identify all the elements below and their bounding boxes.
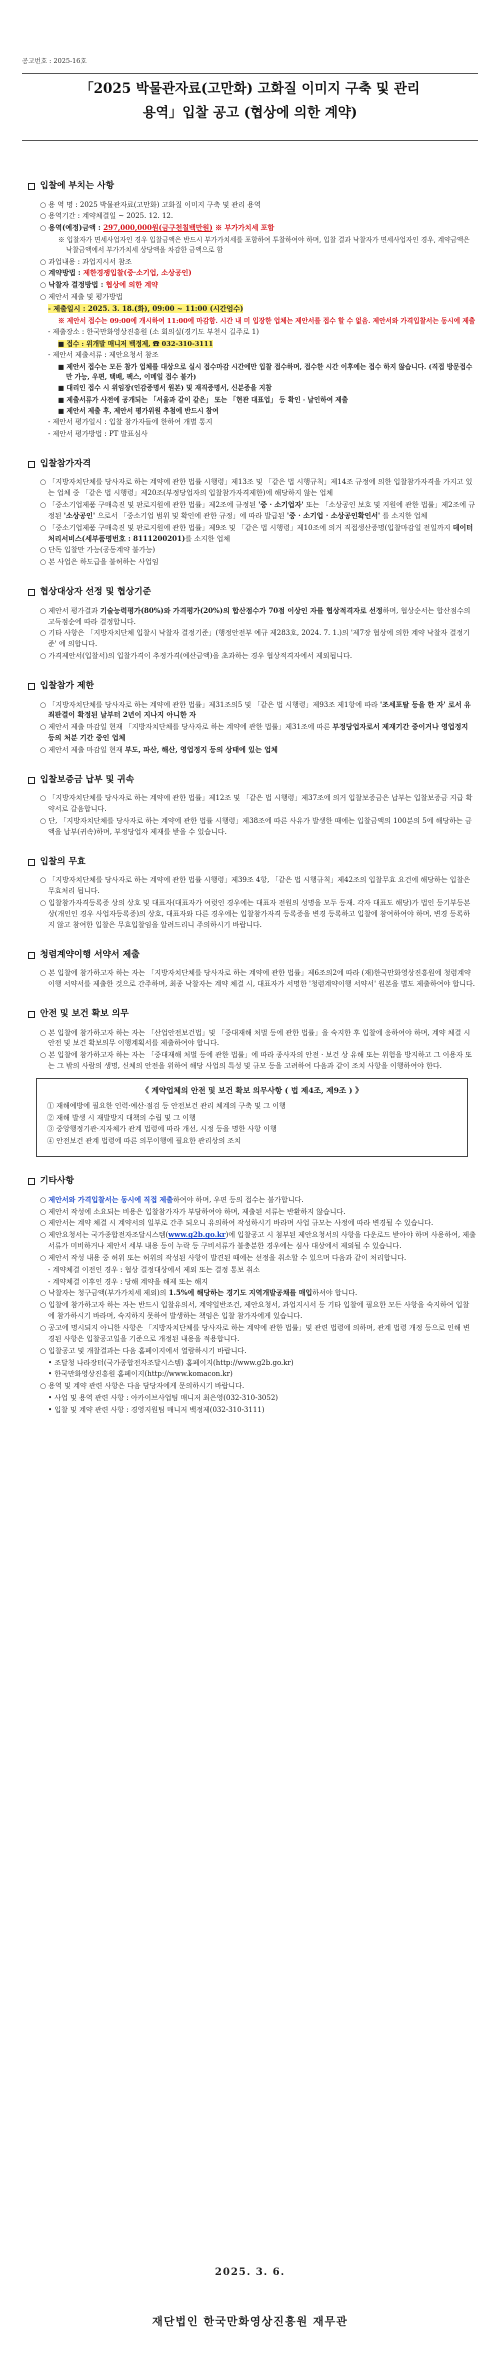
list-item: ○ 「지방자치단체를 당사자로 하는 계약에 관한 법률」제12조 및 「같은 법 시행령」제37조에 의거 입찰보증금은 납부는 입찰보증금 지급 확약서로 갈음합니다. xyxy=(40,794,473,814)
checkbox-square-icon xyxy=(28,683,35,690)
section-deposit xyxy=(28,774,476,838)
list-item: ○ 「지방자치단체를 당사자로 하는 계약에 관한 법률 시행령」제39조 4항, 「같은 법 시행규칙」제42조의 입찰무효 요건에 해당하는 입찰은 무효처리 됩니다. xyxy=(40,876,471,896)
sub-item: - 계약체결 이후인 경우 : 당해 계약을 해제 또는 해지 xyxy=(48,1277,208,1286)
section-heading: 입찰보증금 납부 및 귀속 xyxy=(28,774,476,788)
sub-item: - 제출장소 : 한국만화영상진흥원 (소 회의실(경기도 부천시 길주로 1) xyxy=(48,328,259,337)
list-item: ○ 제안서 평가결과 기술능력평가(80%)와 가격평가(20%)의 합산점수가 70점 이상인 자를 협상적격자로 선정하며, 협상순서는 합산점수의 고득점순에 따라 결정합니다. xyxy=(40,605,471,626)
note: ■ 제출서류가 사전에 공개되는 「서울과 같이 같은」 또는 「현관 대표업」 등 확인 · 날인하여 제출 xyxy=(58,395,348,404)
list-item: ○ 가격제안서(입찰서)의 입찰가격이 추정가격(예산금액)을 초과하는 경우 협상적격자에서 제외됩니다. xyxy=(40,652,353,661)
list-item: ○ 제안서 제출 마감일 현재 부도, 파산, 해산, 영업정지 등의 상태에 있는 업체 xyxy=(40,744,278,754)
section-safety xyxy=(28,1008,476,1157)
section-heading: 청렴계약이행 서약서 제출 xyxy=(28,949,476,963)
list-item: ○ 「중소기업제품 구매촉진 및 판로지원에 관한 법률」제2조에 규정된 '중 · 소기업자' 또는 「소상공인 보호 및 지원에 관한 법률」제2조에 규정된 '소상공인' 으로서 「중소기업 범위 및 확인에 관한 규정」에 따라 발급된 '중 · 소기업 · 소상공인확인서' 를 소지한 업체 xyxy=(40,500,476,520)
note: ■ 제안서 제출 후, 제안서 평가위원 추첨에 반드시 참여 xyxy=(58,406,219,415)
section-qualification xyxy=(28,458,476,568)
sub-item: - 제안서 제출서류 : 제안요청서 참조 xyxy=(48,351,159,360)
section-negotiation xyxy=(28,586,476,662)
list-item: ○ 제안서 제출 마감일 현재 「지방자치단체를 당사자로 하는 계약에 관한 법률」제31조에 따른 부정당업자로서 제재기간 중이거나 영업정지 등의 처분 기간 중인 업체 xyxy=(40,722,469,743)
list-item: ○ 단, 「지방자치단체를 당사자로 하는 계약에 관한 법률 시행령」제38조에 따른 사유가 발생한 때에는 입찰금액의 100분의 5에 해당하는 금액을 납부(귀속)하며, 부정당업자 제재를 받을 수 있습니다. xyxy=(40,817,472,836)
box-title: 《 계약업체의 안전 및 보건 확보 의무사항 ( 법 제4조, 제9조 ) 》 xyxy=(141,1085,363,1095)
section-heading: 입찰참가 제한 xyxy=(28,680,476,694)
list-item: ○ 「지방자치단체를 당사자로 하는 계약에 관한 법률」제31조의5 및 「같은 법 시행령」제93조 제1항에 따라 '조세포탈 등을 한 자' 로서 유죄판결이 확정된 날부터 2년이 지나지 아니한 자 xyxy=(40,699,471,720)
checkbox-square-icon xyxy=(28,777,35,784)
sub-item: - 제안서 평가일시 : 입찰 참가자들에 한하여 개별 통지 xyxy=(48,418,213,427)
list-item: ○ 본 입찰에 참가하고자 하는 자는 「지방자치단체를 당사자로 하는 계약에 관한 법률」제6조의2에 따라 (재)한국만화영상진흥원에 청렴계약이행 서약서를 제출한 것으로 간주하며, 최종 낙찰자는 계약 체결 시, 대표자가 서명한 '청렴계약이행 서약서' 원본을 별도 제출하여야 합니다. xyxy=(40,969,476,989)
box-item: ④ 안전보건 관계 법령에 따른 의무이행에 필요한 관리상의 조치 xyxy=(47,1137,241,1146)
list-item: ○ 「지방자치단체를 당사자로 하는 계약에 관한 법률 시행령」제13조 및 「같은 법 시행규칙」제14조 규정에 의한 입찰참가자격을 가지고 있는 업체 중 「같은 법 시행령」제20조(부정당업자의 입찰참가자격제한)에 해당하지 않는 업체 xyxy=(40,478,473,498)
checkbox-square-icon xyxy=(28,859,35,866)
issuing-organization: 재단법인 한국만화영상진흥원 재무관 xyxy=(152,2315,348,2328)
list-item: ○ 본 사업은 하도급을 불허하는 사업임 xyxy=(40,558,159,567)
list-item: ○ 제안서 제출 및 평가방법 xyxy=(40,293,123,302)
list-item: ○ 입찰참가자격등록증 상의 상호 및 대표자(대표자가 여럿인 경우에는 대표자 전원의 성명을 모두 등재. 각자 대표도 해당)가 법인 등기부등본 상(개인인 경우 사업자등록증)의 상호, 대표자와 다른 경우에는 입찰참가자격 등록증을 변경 등록하고 입찰에 참여하여야 하며, 변경 등록하지 않고 참여한 입찰은 무효입찰임을 알려드리니 주의하시기 바랍니다. xyxy=(40,899,471,929)
notice-number: 공고번호 : 2025-16호 xyxy=(22,57,87,65)
checkbox-square-icon xyxy=(28,461,35,468)
list-item: ○ 제안서는 계약 체결 시 계약서의 일부로 간주 되오니 유의하여 작성하시기 바라며 사업 규모는 사정에 따라 변경될 수 있습니다. xyxy=(40,1219,434,1228)
sub-item: - 제안서 평가방법 : PT 발표심사 xyxy=(48,429,148,438)
list-item: ○ 용 역 명 : 2025 박물관자료(고만화) 고화질 이미지 구축 및 관리 용역 xyxy=(40,200,261,209)
notice-content xyxy=(28,180,476,1434)
safety-obligation-box xyxy=(36,1078,468,1157)
list-item: ○ 단독 입찰만 가능(공동계약 불가능) xyxy=(40,546,156,555)
note: ■ 대리인 접수 시 위임장(인감증명서 원본) 및 재직증명서, 신분증을 지참 xyxy=(58,384,272,393)
note: ※ 입찰자가 면세사업자인 경우 입찰금액은 반드시 부가가치세를 포함하여 투찰하여야 하며, 입찰 결과 낙찰자가 면세사업자인 경우, 계약금액은 낙찰금액에서 부가가치세 상당액을 차감한 금액으로 함 xyxy=(58,236,470,255)
note: ■ 제안서 접수는 모든 참가 업체를 대상으로 실시 접수마감 시간에만 입찰 접수하며, 접수한 시간 이후에는 접수 하지 않습니다. (직접 방문접수만 가능, 우편, 택배, 팩스, 이메일 접수 불가) xyxy=(58,362,473,382)
box-item: ① 재해예방에 필요한 인력·예산·점검 등 안전보건 관리 체계의 구축 및 그 이행 xyxy=(47,1101,286,1110)
list-item: ○ 기타 사항은 「지방자치단체 입찰시 낙찰자 결정기준」(행정안전부 예규 제283호, 2024. 7. 1.)의 '제7장 협상에 의한 계약 낙찰자 결정기준' 에 의합니다. xyxy=(40,629,470,649)
note: ※ 제안서 접수는 09:00에 개시하여 11:00에 마감함. 시간 내 미 입장한 업체는 제안서를 접수 할 수 없음. 제안서와 가격입찰서는 동시에 제출 xyxy=(58,316,476,325)
checkbox-square-icon xyxy=(28,589,35,596)
note: ■ 접수 : 위개발 매니저 백정제, ☎ 032-310-3111 xyxy=(58,339,214,348)
list-item: ○ 공고에 명시되지 아니한 사항은 「지방자치단체를 당사자로 하는 계약에 관한 법률」및 관련 법령에 의하며, 관계 법령 개정 등으로 인해 변경된 사항은 입찰공고일을 기준으로 개정된 내용을 적용합니다. xyxy=(40,1323,470,1343)
list-item: ○ 「중소기업제품 구매촉진 및 판로지원에 관한 법률」제9조 및 「같은 법 시행령」제10조에 의거 직접생산증명(입찰마감일 전일까지 데이터처리서비스(세부품명번호 : 8111200201)를 소지한 업체 xyxy=(40,522,473,543)
box-item: ② 재해 발생 시 재발방지 대책의 수립 및 그 이행 xyxy=(47,1113,196,1122)
checkbox-square-icon xyxy=(28,952,35,959)
list-item: ○ 본 입찰에 참가하고자 하는 자는 「중대재해 처벌 등에 관한 법률」에 따라 종사자의 안전 · 보건 상 유해 또는 위험을 방지하고 그 이용자 또는 그 밖의 사람의 생명, 신체의 안전을 위하여 해당 사업의 특성 및 규모 등을 고려하여 다음과 같이 조치 사항을 이행하여야 한다. xyxy=(40,1051,472,1071)
section-bidding-items xyxy=(28,180,476,440)
g2b-link[interactable]: www.g2b.go.kr xyxy=(168,1230,226,1240)
section-heading: 기타사항 xyxy=(28,1175,476,1189)
checkbox-square-icon xyxy=(28,183,35,190)
title-line-2: 용역」입찰 공고 (협상에 의한 계약) xyxy=(142,104,358,121)
list-item: ○ 계약방법 : 제한경쟁입찰(중·소기업, 소상공인) xyxy=(40,268,192,278)
list-item: ○ 입찰에 참가하고자 하는 자는 반드시 입찰유의서, 계약일반조건, 제안요청서, 과업지시서 등 기타 입찰에 필요한 모든 사항을 숙지하여 입찰에 참가하시기 바라며, 숙지하지 못하여 발생하는 책임은 입찰 참가자에게 있습니다. xyxy=(40,1301,470,1321)
section-restriction xyxy=(28,680,476,756)
komacon-homepage-link[interactable]: • 한국만화영상진흥원 홈페이지(http://www.komacon.kr) xyxy=(48,1370,233,1379)
section-invalid-bid xyxy=(28,856,476,931)
list-item: ○ 제안서 작성에 소요되는 비용은 입찰참가자가 부담하여야 하며, 제출된 서류는 반환하지 않습니다. xyxy=(40,1207,346,1216)
title-top-rule xyxy=(22,73,478,74)
section-heading: 안전 및 보건 확보 의무 xyxy=(28,1008,476,1022)
title-bottom-rule xyxy=(22,140,478,141)
list-item: ○ 과업내용 : 과업지시서 참조 xyxy=(40,257,132,266)
list-item: ○ 낙찰자는 청구금액(부가가치세 제외)의 1.5%에 해당하는 경기도 지역개발공채를 매입하셔야 합니다. xyxy=(40,1288,358,1298)
section-heading: 입찰에 부치는 사항 xyxy=(28,180,476,194)
list-item: ○ 제안요청서는 국가종합전자조달시스템(www.g2b.go.kr)에 입찰공고 시 첨부된 제안요청서의 사항을 다운로드 받아야 하며 사용하여, 제출서류가 미비하거나 제안서 세부 내용 등이 누락 등 구비서류가 불충분한 경우에는 심사 대상에서 제외될 수 있습니다. xyxy=(40,1230,476,1251)
section-heading: 입찰참가자격 xyxy=(28,458,476,472)
box-item: ③ 중앙행정기관·지자체가 관계 법령에 따라 개선, 시정 등을 명한 사항 이행 xyxy=(47,1125,277,1134)
sub-item: - 제출일시 : 2025. 3. 18.(화), 09:00 ~ 11:00 (시간엄수) xyxy=(48,303,244,313)
g2b-homepage-link[interactable]: • 조달청 나라장터(국가종합전자조달시스템) 홈페이지(http://www.g2b.go.kr) xyxy=(48,1358,294,1367)
page-title xyxy=(40,78,460,125)
section-heading: 입찰의 무효 xyxy=(28,856,476,870)
list-item: ○ 본 입찰에 참가하고자 하는 자는 「산업안전보건법」및 「중대재해 처벌 등에 관한 법률」을 숙지한 후 입찰에 응하여야 하며, 계약 체결 시 안전 및 보건 확보의무 이행계획서를 제출하여야 합니다. xyxy=(40,1028,471,1048)
sub-item: • 입찰 및 계약 관련 사항 : 경영지원팀 매니저 백정제(032-310-3111) xyxy=(48,1405,265,1414)
list-item: ○ 제안서 작성 내용 중 허위 또는 허위의 작성된 사항이 발견된 때에는 선정을 취소할 수 있으며 다음과 같이 처리합니다. xyxy=(40,1253,407,1262)
list-item: ○ 용역(예정)금액 : 297,000,000원(금구천칠백만원) ※ 부가가치세 포함 xyxy=(40,223,275,233)
list-item: ○ 낙찰자 결정방법 : 협상에 의한 계약 xyxy=(40,280,158,290)
list-item: ○ 용역 및 계약 관련 사항은 다음 담당자에게 문의하시기 바랍니다. xyxy=(40,1382,245,1391)
sub-item: - 계약체결 이전인 경우 : 협상 결정대상에서 제외 또는 결정 통보 취소 xyxy=(48,1265,260,1274)
list-item: ○ 용역기간 : 계약체결일 ~ 2025. 12. 12. xyxy=(40,212,174,221)
section-heading: 협상대상자 선정 및 협상기준 xyxy=(28,586,476,600)
sub-item: • 사업 및 용역 관련 사항 : 아카이브사업팀 매니저 최은영(032-310-3052) xyxy=(48,1394,279,1403)
section-other xyxy=(28,1175,476,1416)
title-line-1: 「2025 박물관자료(고만화) 고화질 이미지 구축 및 관리 xyxy=(80,81,420,97)
list-item: ○ 입찰공고 및 개찰결과는 다음 홈페이지에서 열람하시기 바랍니다. xyxy=(40,1346,247,1355)
section-integrity-pledge xyxy=(28,949,476,990)
notice-date: 2025. 3. 6. xyxy=(214,2267,286,2278)
checkbox-square-icon xyxy=(28,1178,35,1185)
list-item: ○ 제안서와 가격입찰서는 동시에 직접 제출하여야 하며, 우편 등의 접수는 불가합니다. xyxy=(40,1194,304,1204)
checkbox-square-icon xyxy=(28,1011,35,1018)
